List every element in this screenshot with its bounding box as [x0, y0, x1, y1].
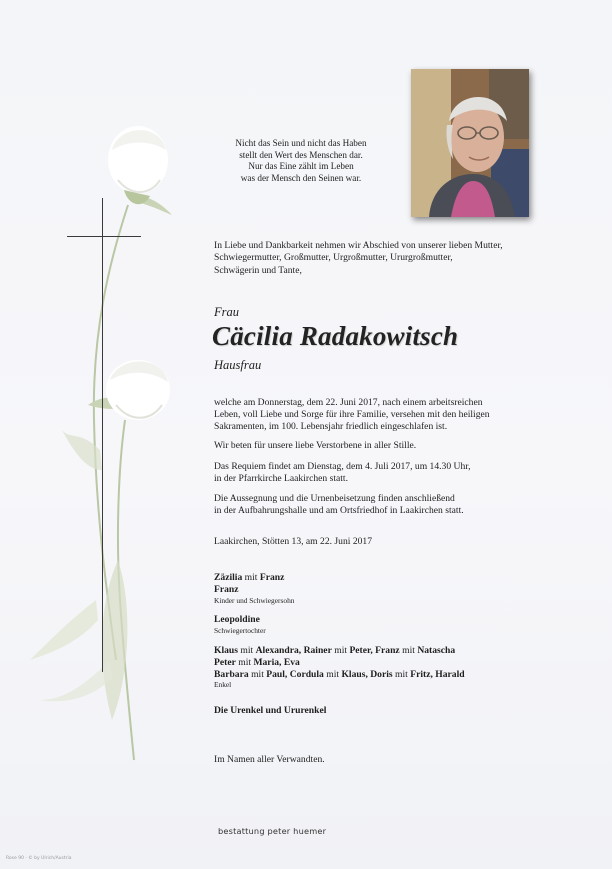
- paragraph-line: Laakirchen, Stötten 13, am 22. Juni 2017: [214, 536, 373, 547]
- family-in-law: [214, 614, 266, 635]
- family-name: Peter, Franz: [349, 645, 400, 656]
- white-roses-illustration: [0, 0, 200, 869]
- intro-line: Schwägerin und Tante,: [214, 264, 302, 276]
- family-name: Franz: [214, 583, 239, 595]
- intro-line: In Liebe und Dankbarkeit nehmen wir Abschied von unserer lieben Mutter,: [214, 240, 503, 251]
- cross-vertical-bar: [102, 198, 103, 672]
- paragraph-line: Sakramenten, im 100. Lebensjahr friedlich eingeschlafen ist.: [214, 421, 448, 433]
- family-connector: mit: [238, 656, 252, 668]
- death-paragraph: [214, 397, 504, 434]
- deceased-name: Cäcilia Radakowitsch: [212, 321, 459, 351]
- family-name: Klaus, Doris: [341, 668, 393, 680]
- family-name: Fritz, Harald: [410, 668, 465, 680]
- family-name: Maria, Eva: [253, 656, 300, 668]
- deceased-occupation: Hausfrau: [214, 358, 262, 372]
- family-connector: mit: [326, 668, 340, 680]
- family-connector: mit: [240, 645, 254, 656]
- paragraph-line: in der Pfarrkirche Laakirchen statt.: [214, 473, 348, 485]
- family-name: Die Urenkel und Ururenkel: [214, 705, 327, 716]
- family-name: Peter: [214, 656, 236, 668]
- undertaker-name: bestattung peter huemer: [218, 826, 327, 836]
- family-name: Franz: [259, 572, 285, 583]
- family-great-grandchildren: [214, 705, 326, 717]
- memorial-quote: [208, 138, 394, 184]
- prayer-paragraph: [214, 440, 504, 452]
- intro-text: [214, 240, 544, 277]
- closing-line: Im Namen aller Verwandten.: [214, 754, 325, 765]
- paragraph-line: in der Aufbahrungshalle und am Ortsfriedhof in Laakirchen statt.: [214, 505, 464, 517]
- family-children: [214, 572, 294, 605]
- quote-line: stellt den Wert des Menschen dar.: [239, 149, 363, 160]
- paragraph-line: Leben, voll Liebe und Sorge für ihre Familie, versehen mit den heiligen: [214, 409, 490, 421]
- portrait-photo: [411, 69, 529, 217]
- place-date: [214, 536, 504, 548]
- family-name: Leopoldine: [214, 614, 260, 625]
- paragraph-line: welche am Donnerstag, dem 22. Juni 2017, nach einem arbeitsreichen: [214, 397, 483, 408]
- deceased-title: Frau: [214, 305, 239, 319]
- family-grandchildren: [214, 645, 465, 689]
- family-connector: mit: [402, 645, 415, 656]
- cross-horizontal-bar: [67, 236, 141, 237]
- paragraph-line: Die Aussegnung und die Urnenbeisetzung finden anschließend: [214, 493, 455, 504]
- family-name: Natascha: [417, 645, 456, 656]
- family-name: Barbara: [214, 668, 249, 680]
- paragraph-line: Wir beten für unsere liebe Verstorbene in aller Stille.: [214, 440, 417, 451]
- image-credit: Rose 90 · © by Ulrich/Austria: [6, 856, 72, 861]
- intro-line: Schwiegermutter, Großmutter, Urgroßmutter, Ururgroßmutter,: [214, 252, 453, 264]
- quote-line: Nicht das Sein und nicht das Haben: [235, 138, 367, 148]
- family-connector: mit: [251, 668, 264, 680]
- family-name: Alexandra, Rainer: [255, 645, 332, 656]
- relation-label: Kinder und Schwiegersohn: [214, 595, 295, 605]
- requiem-paragraph: [214, 461, 504, 485]
- quote-line: Nur das Eine zählt im Leben: [248, 161, 354, 172]
- family-name: Zäzilia: [214, 572, 243, 583]
- burial-paragraph: [214, 493, 504, 517]
- family-name: Klaus: [214, 645, 238, 656]
- family-connector: mit: [334, 645, 348, 656]
- relation-label: Schwiegertochter: [214, 625, 266, 635]
- family-connector: mit: [244, 572, 258, 583]
- quote-line: was der Mensch den Seinen war.: [240, 172, 362, 183]
- family-connector: mit: [395, 668, 408, 680]
- paragraph-line: Das Requiem findet am Dienstag, dem 4. Juli 2017, um 14.30 Uhr,: [214, 461, 471, 472]
- family-name: Paul, Cordula: [266, 668, 324, 680]
- relation-label: Enkel: [214, 680, 232, 690]
